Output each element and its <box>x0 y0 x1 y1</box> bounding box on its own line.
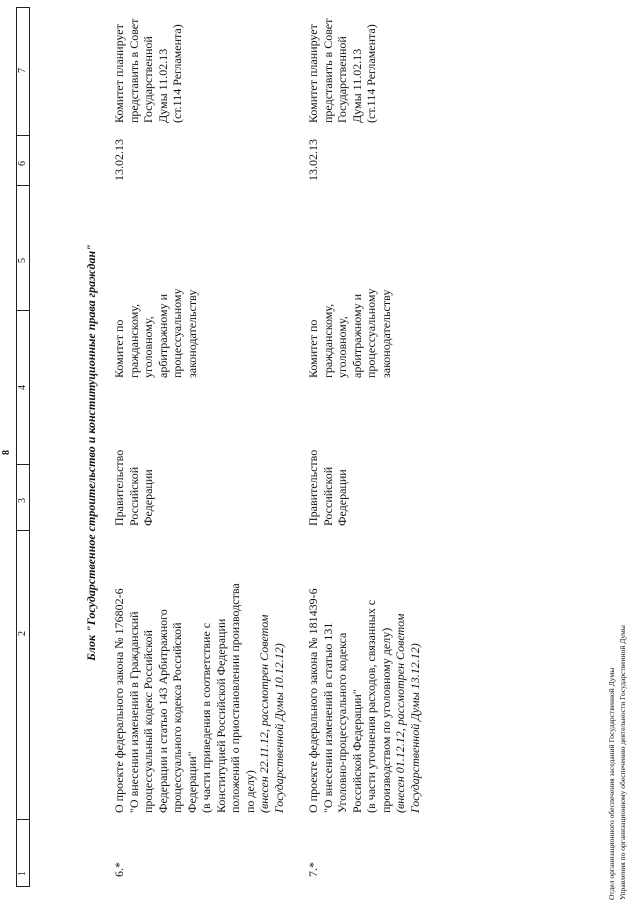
initiator-line: Российской <box>320 466 335 526</box>
footer-department: Отдел организационного обеспечения заседаний Государственной Думы <box>607 667 616 900</box>
date: 13.02.13 <box>306 139 320 181</box>
remark-line: Комитет планирует <box>306 24 320 123</box>
description-line: Конституцией Российской Федерации <box>213 618 228 813</box>
header-divider <box>17 185 29 186</box>
committee-line: законодательству <box>184 289 199 378</box>
description-line: Уголовно-процессуального кодекса <box>335 632 349 813</box>
header-divider <box>17 310 29 311</box>
committee-line: гражданскому, <box>126 303 141 378</box>
initiator-line: Российской <box>126 466 141 526</box>
description-line: Федерации" <box>184 751 199 813</box>
header-divider <box>17 819 29 820</box>
column-number-1: 1 <box>17 871 28 876</box>
committee-line: гражданскому, <box>320 303 335 378</box>
initiator <box>306 450 350 526</box>
column-number-5: 5 <box>17 258 28 263</box>
description-line: О проекте федерального закона № 176802-6 <box>112 588 126 813</box>
column-number-2: 2 <box>17 631 28 636</box>
committee-line: уголовному, <box>335 316 349 378</box>
responsible-committee <box>112 289 199 378</box>
submission-note: Государственной Думы 10.12.12) <box>271 643 286 813</box>
remark-line: Думы 11.02.13 <box>349 48 364 123</box>
committee-line: уголовному, <box>141 316 155 378</box>
block-title: Блок "Государственное строительство и конституционные права граждан" <box>84 244 98 661</box>
responsible-committee <box>306 289 393 378</box>
submission-note: (внесен 01.12.12, рассмотрен Советом <box>393 613 407 813</box>
committee-line: арбитражному и <box>349 293 364 378</box>
description-line: Российской Федерации" <box>349 689 364 813</box>
description-line: положений о приостановлении производства <box>228 583 242 813</box>
submission-note: (внесен 22.11.12, рассмотрен Советом <box>257 614 271 813</box>
description-line: "О внесении изменений в Гражданский <box>126 611 141 813</box>
header-divider <box>17 530 29 531</box>
column-number-header <box>16 7 30 887</box>
description-line: Федерации и статью 143 Арбитражного <box>155 609 170 813</box>
committee-line: процессуальному <box>364 288 378 378</box>
row-number: 7.* <box>306 862 320 877</box>
initiator-line: Федерации <box>335 469 349 526</box>
initiator-line: Федерации <box>141 469 155 526</box>
remark-line: Комитет планирует <box>112 24 126 123</box>
column-number-3: 3 <box>17 498 28 503</box>
remark-line: представить в Совет <box>320 18 335 123</box>
committee-line: законодательству <box>378 289 393 378</box>
remark-line: представить в Совет <box>126 18 141 123</box>
header-divider <box>17 135 29 136</box>
remark-line: (ст.114 Регламента) <box>364 24 378 123</box>
description-line: О проекте федерального закона № 181439-6 <box>306 588 320 813</box>
remark-line: Государственной <box>141 36 155 123</box>
committee-line: Комитет по <box>306 319 320 378</box>
initiator <box>112 450 156 526</box>
footer-directorate: Управления по организационному обеспечению деятельности Государственной Думы <box>618 625 627 900</box>
column-number-7: 7 <box>17 68 28 73</box>
description-line: (в части уточнения расходов, связанных с <box>364 599 378 813</box>
date: 13.02.13 <box>112 139 126 181</box>
column-number-6: 6 <box>17 161 28 166</box>
column-number-4: 4 <box>17 385 28 390</box>
committee-line: Комитет по <box>112 319 126 378</box>
remark-line: (ст.114 Регламента) <box>170 24 184 123</box>
remark-line: Государственной <box>335 36 349 123</box>
description-line: процессуального кодекса Российской <box>170 622 184 813</box>
initiator-line: Правительство <box>306 449 320 526</box>
row-number: 6.* <box>112 862 126 877</box>
committee-line: арбитражному и <box>155 293 170 378</box>
description-line: (в части приведения в соответствие с <box>199 622 213 813</box>
submission-note: Государственной Думы 13.12.12) <box>407 643 422 813</box>
description-line: "О внесении изменений в статью 131 <box>320 622 335 813</box>
description-line: производством по уголовному делу) <box>378 627 393 813</box>
remark <box>112 19 185 123</box>
description-line: по делу) <box>242 770 257 813</box>
committee-line: процессуальному <box>170 288 184 378</box>
remark <box>306 19 379 123</box>
page-number: 8 <box>1 450 12 455</box>
initiator-line: Правительство <box>112 449 126 526</box>
bill-description <box>112 583 286 813</box>
bill-description <box>306 588 422 813</box>
description-line: процессуальный кодекс Российской <box>141 630 155 813</box>
header-divider <box>17 464 29 465</box>
remark-line: Думы 11.02.13 <box>155 48 170 123</box>
